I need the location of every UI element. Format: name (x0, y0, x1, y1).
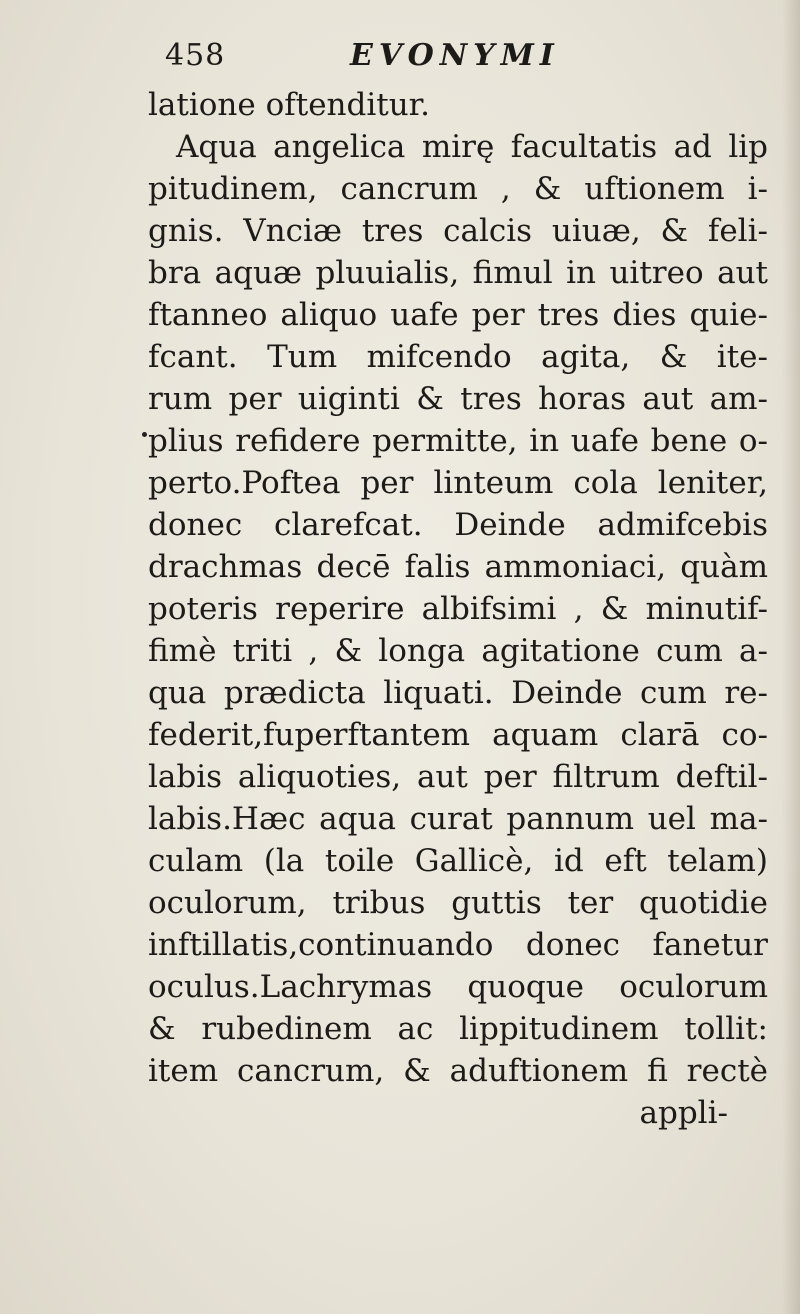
text-line: labis.Hæc aqua curat pannum uel ma- (148, 801, 768, 837)
text-line: oculorum, tribus guttis ter quotidie (148, 885, 768, 921)
text-line: gnis. Vnciæ tres calcis uiuæ, & feli- (148, 213, 768, 249)
margin-dot-mark (142, 432, 147, 437)
text-line: poteris reperire albifsimi , & minutif- (148, 591, 768, 627)
text-line: Aqua angelica mirę facultatis ad lip (176, 129, 768, 165)
text-line: drachmas decē falis ammoniaci, quàm (148, 549, 768, 585)
catchword: appli- (639, 1095, 728, 1131)
text-line: fimè triti , & longa agitatione cum a- (148, 633, 768, 669)
text-line: oculus.Lachrymas quoque oculorum (148, 969, 768, 1005)
text-line: federit,fuperftantem aquam clarā co- (148, 717, 768, 753)
text-line: & rubedinem ac lippitudinem tollit: (148, 1011, 768, 1047)
text-line: perto.Poftea per linteum cola leniter, (148, 465, 768, 501)
text-line: rum per uiginti & tres horas aut am- (148, 381, 768, 417)
text-line: inftillatis,continuando donec fanetur (148, 927, 768, 963)
running-head: EVONYMI (350, 38, 560, 73)
body-text (148, 84, 768, 1134)
text-line: ftanneo aliquo uafe per tres dies quie- (148, 297, 768, 333)
text-line: fcant. Tum mifcendo agita, & ite- (148, 339, 768, 375)
text-line: culam (la toile Gallicè, id eft telam) (148, 843, 768, 879)
text-line: plius refidere permitte, in uafe bene o- (148, 423, 768, 459)
text-line: donec clarefcat. Deinde admifcebis (148, 507, 768, 543)
page-edge-shadow (782, 0, 800, 1314)
text-line: latione oftenditur. (148, 87, 430, 123)
text-line: labis aliquoties, aut per filtrum deftil- (148, 759, 768, 795)
text-line: pitudinem, cancrum , & uftionem i- (148, 171, 768, 207)
text-line: qua prædicta liquati. Deinde cum re- (148, 675, 768, 711)
text-line: bra aquæ pluuialis, fimul in uitreo aut (148, 255, 768, 291)
page-number: 458 (165, 38, 226, 73)
text-line: item cancrum, & aduftionem fi rectè (148, 1053, 768, 1089)
